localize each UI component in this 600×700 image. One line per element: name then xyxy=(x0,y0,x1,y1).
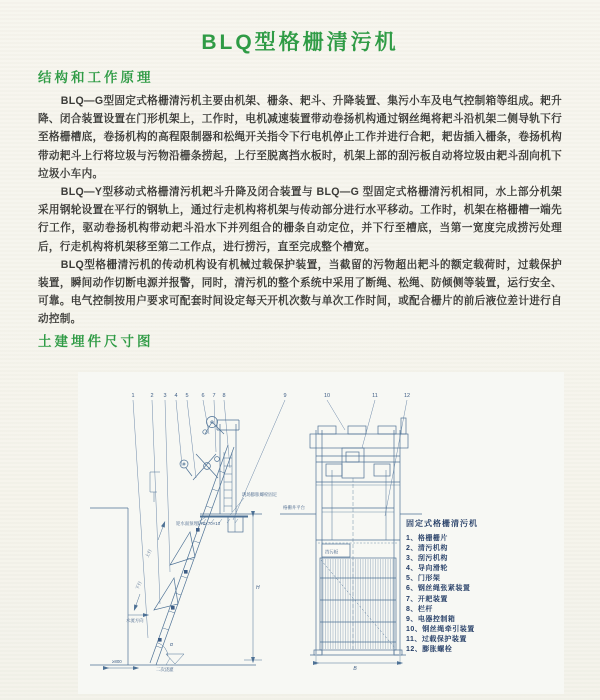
label-down: 下行 xyxy=(134,580,143,591)
callout-9: 9 xyxy=(283,393,287,399)
paragraph-mobile-type: BLQ—Y型移动式格栅清污机耙斗升降及闭合装置与 BLQ—G 型固定式格栅清污机相同，水上部分机架采用钢轮设置在平行的钢轨上，通过行走机构将机架与传动部分进行水平移动。工作时，机架在格栅槽一端先行工作，驱动卷扬机构带动耙斗沿水下并列组合的栅条自动定位，并下行至槽底，当第一宽度完成捞污处理后，行走机构将机架移至第二工作点，进行捞污，直至完成整个槽宽。 xyxy=(38,186,562,253)
legend-item-2: 2、清污机构 xyxy=(406,545,448,553)
label-flow-direction: 水流方向 xyxy=(126,618,144,623)
legend-item-4: 4、导向滑轮 xyxy=(406,565,448,573)
label-baffle: 挡污板 xyxy=(325,549,339,555)
legend-item-10: 10、钢丝绳牵引装置 xyxy=(406,625,475,633)
callout-10: 10 xyxy=(323,393,331,399)
legend-item-11: 11、过载保护装置 xyxy=(406,635,467,643)
callout-3: 3 xyxy=(163,393,167,399)
callout-8: 8 xyxy=(222,393,226,399)
legend-item-8: 8、栏杆 xyxy=(406,605,433,613)
callout-6: 6 xyxy=(201,393,205,399)
label-site-anchor: 现场膨胀螺栓固定 xyxy=(242,492,278,497)
legend-item-12: 12、膨胀螺栓 xyxy=(406,646,453,654)
legend-item-6: 6、钢丝绳张紧装置 xyxy=(406,585,471,593)
label-embed-angle: 迎水面预埋L70×70×10 xyxy=(176,521,221,526)
legend-item-5: 5、门形架 xyxy=(406,575,441,583)
page-title: BLQ型格栅清污机 xyxy=(201,31,399,54)
label-secondary-pour: 二次浇灌 xyxy=(156,667,174,672)
legend-item-3: 3、刮污机构 xyxy=(406,555,448,563)
callout-7: 7 xyxy=(212,393,216,399)
callout-leader-lines xyxy=(133,400,407,638)
callout-numbers xyxy=(131,393,410,399)
section-heading-dimensions: 土建埋件尺寸图 xyxy=(38,334,154,349)
paragraph-protection: BLQ型格栅清污机的传动机构设有机械过载保护装置，当截留的污物超出耙斗的额定载荷时，过载保护装置，瞬间动作切断电源并报警，同时，清污机的整个系统中采用了断绳、松绳、防倾侧等装置，运行安全、可靠。电气控制按用户要求可配套时间设定每天开机次数与单次工作时间，或配合栅片的前后液位差计进行自动控制。 xyxy=(38,258,562,326)
civil-embedment-diagram xyxy=(78,372,564,694)
paragraph-fixed-type: BLQ—G型固定式格栅清污机主要由机架、栅条、耙斗、升降装置、集污小车及电气控制箱等组成。耙升降、闭合装置设置在门形机架上，工作时，电机减速装置带动卷扬机构通过钢丝绳将耙斗沿机架二侧导轨下行至格栅槽底，卷扬机构的高程限制器和松绳开关指令下行电机停止工作并进行合耙，耙齿插入栅条，卷扬机构带动耙斗上行将垃圾与污物沿栅条捞起，上行至脱离挡水板时，机架上部的刮污板自动将垃圾由耙斗刮向机下垃圾小车内。 xyxy=(38,95,562,180)
parts-legend xyxy=(406,518,556,655)
section-heading-principle: 结构和工作原理 xyxy=(38,70,154,85)
label-platform: 格栅井平台 xyxy=(283,505,305,510)
side-view-drawing xyxy=(90,417,262,669)
label-up: 上行 xyxy=(144,548,153,559)
callout-4: 4 xyxy=(174,393,178,399)
legend-title: 固定式格栅清污机 xyxy=(406,519,478,528)
label-angle: α xyxy=(170,642,173,648)
label-min-width: ≥800 xyxy=(112,659,122,664)
legend-item-9: 9、电器控制箱 xyxy=(406,615,456,623)
callout-12: 12 xyxy=(403,393,411,399)
principle-text-block xyxy=(38,92,562,329)
callout-11: 11 xyxy=(372,393,378,399)
chain-clips xyxy=(158,528,200,642)
callout-5: 5 xyxy=(185,393,189,399)
callout-1: 1 xyxy=(131,393,135,399)
callout-2: 2 xyxy=(150,393,154,399)
legend-item-7: 7、开耙装置 xyxy=(406,595,448,603)
label-dim-height: H xyxy=(256,585,260,591)
drawing-labels xyxy=(112,491,357,673)
front-view-drawing xyxy=(280,418,422,665)
legend-item-1: 1、格栅栅片 xyxy=(406,535,448,542)
label-dim-width: B xyxy=(353,666,357,672)
